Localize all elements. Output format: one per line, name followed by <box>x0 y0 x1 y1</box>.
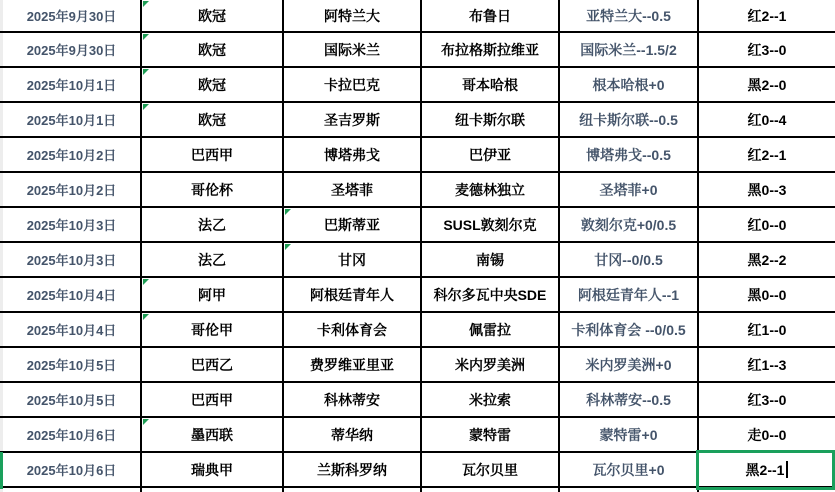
cell-home[interactable] <box>284 383 422 418</box>
cell-away[interactable] <box>422 313 560 348</box>
cell-text: 巴西甲 <box>191 146 233 163</box>
cell-date[interactable] <box>3 68 142 103</box>
cell-text: 2025年10月2日 <box>26 148 117 163</box>
cell-text: 哥伦甲 <box>191 321 233 338</box>
cell-text: 科尔多瓦中央SDE <box>433 286 547 303</box>
cell-text: 墨西联 <box>191 426 233 443</box>
cell-date[interactable] <box>3 313 142 348</box>
cell-handicap[interactable] <box>560 33 699 68</box>
cell-text: 阿甲 <box>198 286 226 303</box>
cell-text: 黑2--1 <box>745 461 785 478</box>
cell-text: 巴西甲 <box>191 391 233 408</box>
cell-away[interactable] <box>422 208 560 243</box>
cell-handicap[interactable] <box>560 68 699 103</box>
cell-text: SUSL敦刻尔克 <box>443 216 537 233</box>
cell-home[interactable] <box>284 348 422 383</box>
cell-text: 红3--0 <box>747 391 787 408</box>
cell-handicap[interactable] <box>560 278 699 313</box>
cell-home[interactable] <box>284 103 422 138</box>
cell-text: 红2--1 <box>747 146 787 163</box>
cell-text: 红1--0 <box>747 321 787 338</box>
cell-text: 瑞典甲 <box>191 461 233 478</box>
cell-result[interactable] <box>699 33 835 68</box>
cell-text: 蒂华纳 <box>331 426 373 443</box>
cell-date[interactable] <box>3 278 142 313</box>
error-indicator-triangle-icon <box>143 419 149 425</box>
cell-text: 欧冠 <box>198 7 226 24</box>
cell-text: 圣塔菲+0 <box>599 181 658 198</box>
cell-text: 国际米兰--1.5/2 <box>580 41 677 58</box>
cell-result[interactable] <box>699 348 835 383</box>
cell-text: 2025年10月1日 <box>26 113 117 128</box>
cell-text: 阿根廷青年人--1 <box>577 286 680 303</box>
cell-text: 2025年10月5日 <box>26 393 117 408</box>
cell-home[interactable] <box>284 418 422 453</box>
cell-text: 布鲁日 <box>469 7 511 24</box>
cell-text: 红2--1 <box>747 7 787 24</box>
error-indicator-triangle-icon <box>285 209 291 215</box>
cell-text: 甘冈--0/0.5 <box>594 251 663 268</box>
cell-home[interactable] <box>284 453 422 488</box>
cell-text: 2025年9月30日 <box>26 9 117 24</box>
cell-handicap[interactable] <box>560 453 699 488</box>
cell-league[interactable] <box>142 103 284 138</box>
cell-text: 麦德林独立 <box>455 181 525 198</box>
cell-result[interactable] <box>699 453 835 488</box>
cell-away[interactable] <box>422 418 560 453</box>
cell-text: 南锡 <box>476 251 504 268</box>
cell-handicap[interactable] <box>560 348 699 383</box>
cell-text: 欧冠 <box>198 111 226 128</box>
cell-text: 国际米兰 <box>324 41 380 58</box>
cell-text: 红0--0 <box>747 216 787 233</box>
cell-league[interactable] <box>142 243 284 278</box>
cell-text: 欧冠 <box>198 41 226 58</box>
cell-text: 黑0--0 <box>747 286 787 303</box>
cell-text: 蒙特雷+0 <box>599 426 658 443</box>
cell-home[interactable] <box>284 138 422 173</box>
cell-text: 科林蒂安--0.5 <box>586 391 671 408</box>
cell-text: 法乙 <box>198 216 226 233</box>
cell-league[interactable] <box>142 138 284 173</box>
cell-away[interactable] <box>422 0 560 33</box>
cell-home[interactable] <box>284 278 422 313</box>
error-indicator-triangle-icon <box>143 314 149 320</box>
error-indicator-triangle-icon <box>143 34 149 40</box>
error-indicator-triangle-icon <box>143 69 149 75</box>
cell-result[interactable] <box>699 0 835 33</box>
cell-handicap[interactable] <box>560 103 699 138</box>
cell-text: 走0--0 <box>747 426 787 443</box>
cell-home[interactable] <box>284 313 422 348</box>
cell-text: 红0--4 <box>747 111 787 128</box>
cell-date[interactable] <box>3 0 142 33</box>
cell-league[interactable] <box>142 453 284 488</box>
cell-text: 红1--3 <box>747 356 787 373</box>
cell-text: 2025年10月6日 <box>26 428 117 443</box>
cell-handicap[interactable] <box>560 0 699 33</box>
cell-text: 阿特兰大 <box>324 7 380 24</box>
cell-text: 2025年10月4日 <box>26 288 117 303</box>
cell-text: 哥本哈根 <box>462 76 518 93</box>
cell-away[interactable] <box>422 68 560 103</box>
cell-text: 纽卡斯尔联--0.5 <box>579 111 678 128</box>
error-indicator-triangle-icon <box>143 279 149 285</box>
cell-date[interactable] <box>3 243 142 278</box>
cell-text: 米内罗美洲 <box>455 356 525 373</box>
cell-handicap[interactable] <box>560 138 699 173</box>
cell-text: 2025年10月3日 <box>26 253 117 268</box>
cell-text: 博塔弗戈--0.5 <box>586 146 671 163</box>
cell-text: 巴伊亚 <box>469 146 511 163</box>
cell-date[interactable] <box>3 173 142 208</box>
cell-text: 黑0--3 <box>747 181 787 198</box>
cell-text: 黑2--0 <box>747 76 787 93</box>
cell-text: 2025年10月6日 <box>26 463 117 478</box>
cell-home[interactable] <box>284 33 422 68</box>
cell-text: 黑2--2 <box>747 251 787 268</box>
cell-handicap[interactable] <box>560 418 699 453</box>
cell-league[interactable] <box>142 278 284 313</box>
cell-text: 2025年10月2日 <box>26 183 117 198</box>
cell-text: 卡利体育会 --0/0.5 <box>571 321 686 338</box>
error-indicator-triangle-icon <box>285 244 291 250</box>
cell-handicap[interactable] <box>560 208 699 243</box>
cell-away[interactable] <box>422 173 560 208</box>
cell-handicap[interactable] <box>560 313 699 348</box>
cell-text: 瓦尔贝里 <box>462 461 518 478</box>
cell-result[interactable] <box>699 173 835 208</box>
cell-date[interactable] <box>3 418 142 453</box>
cell-result[interactable] <box>699 68 835 103</box>
cell-result[interactable] <box>699 138 835 173</box>
cell-text: 米拉索 <box>469 391 511 408</box>
cell-text: 瓦尔贝里+0 <box>592 461 665 478</box>
cell-text: 2025年9月30日 <box>26 43 117 58</box>
partial-row-cell <box>560 488 699 492</box>
cell-text: 根本哈根+0 <box>592 76 665 93</box>
cell-text: 法乙 <box>198 251 226 268</box>
partial-row-cell <box>284 488 422 492</box>
partial-row-cell <box>422 488 560 492</box>
cell-text: 2025年10月1日 <box>26 78 117 93</box>
cell-league[interactable] <box>142 208 284 243</box>
cell-league[interactable] <box>142 418 284 453</box>
cell-result[interactable] <box>699 243 835 278</box>
cell-text: 2025年10月3日 <box>26 218 117 233</box>
cell-text: 哥伦杯 <box>191 181 233 198</box>
cell-text: 2025年10月5日 <box>26 358 117 373</box>
cell-result[interactable] <box>699 103 835 138</box>
cell-text: 亚特兰大--0.5 <box>586 7 671 24</box>
cell-away[interactable] <box>422 383 560 418</box>
cell-handicap[interactable] <box>560 243 699 278</box>
text-cursor <box>786 461 788 478</box>
cell-text: 巴斯蒂亚 <box>324 216 380 233</box>
cell-text: 博塔弗戈 <box>324 146 380 163</box>
cell-result[interactable] <box>699 383 835 418</box>
cell-league[interactable] <box>142 313 284 348</box>
cell-result[interactable] <box>699 208 835 243</box>
cell-text: 2025年10月4日 <box>26 323 117 338</box>
cell-date[interactable] <box>3 103 142 138</box>
cell-league[interactable] <box>142 33 284 68</box>
cell-home[interactable] <box>284 243 422 278</box>
cell-text: 欧冠 <box>198 76 226 93</box>
cell-home[interactable] <box>284 0 422 33</box>
cell-result[interactable] <box>699 278 835 313</box>
cell-text: 兰斯科罗纳 <box>317 461 387 478</box>
cell-away[interactable] <box>422 243 560 278</box>
cell-text: 卡利体育会 <box>317 321 387 338</box>
cell-handicap[interactable] <box>560 173 699 208</box>
cell-text: 巴西乙 <box>191 356 233 373</box>
cell-away[interactable] <box>422 278 560 313</box>
cell-away[interactable] <box>422 348 560 383</box>
cell-away[interactable] <box>422 103 560 138</box>
cell-text: 阿根廷青年人 <box>310 286 394 303</box>
cell-league[interactable] <box>142 383 284 418</box>
cell-date[interactable] <box>3 33 142 68</box>
cell-date[interactable] <box>3 348 142 383</box>
cell-text: 卡拉巴克 <box>324 76 380 93</box>
cell-text: 红3--0 <box>747 41 787 58</box>
cell-home[interactable] <box>284 173 422 208</box>
partial-row-cell <box>699 488 835 492</box>
cell-date[interactable] <box>3 383 142 418</box>
cell-league[interactable] <box>142 173 284 208</box>
cell-result[interactable] <box>699 418 835 453</box>
partial-row-cell <box>3 488 142 492</box>
cell-league[interactable] <box>142 0 284 33</box>
cell-text: 蒙特雷 <box>469 426 511 443</box>
cell-home[interactable] <box>284 68 422 103</box>
cell-text: 圣吉罗斯 <box>324 111 380 128</box>
cell-text: 费罗维亚里亚 <box>310 356 394 373</box>
cell-date[interactable] <box>3 208 142 243</box>
cell-text: 甘冈 <box>338 251 366 268</box>
cell-league[interactable] <box>142 348 284 383</box>
cell-away[interactable] <box>422 33 560 68</box>
cell-handicap[interactable] <box>560 383 699 418</box>
cell-date[interactable] <box>3 453 142 488</box>
cell-league[interactable] <box>142 68 284 103</box>
cell-date[interactable] <box>3 138 142 173</box>
cell-away[interactable] <box>422 453 560 488</box>
partial-row-cell <box>142 488 284 492</box>
cell-text: 米内罗美洲+0 <box>585 356 672 373</box>
error-indicator-triangle-icon <box>143 1 149 7</box>
cell-text: 敦刻尔克+0/0.5 <box>580 216 677 233</box>
cell-result[interactable] <box>699 313 835 348</box>
cell-away[interactable] <box>422 138 560 173</box>
cell-text: 佩雷拉 <box>469 321 511 338</box>
cell-text: 科林蒂安 <box>324 391 380 408</box>
cell-text: 纽卡斯尔联 <box>455 111 525 128</box>
cell-text: 布拉格斯拉维亚 <box>441 41 539 58</box>
cell-home[interactable] <box>284 208 422 243</box>
cell-text: 圣塔菲 <box>331 181 373 198</box>
error-indicator-triangle-icon <box>143 104 149 110</box>
